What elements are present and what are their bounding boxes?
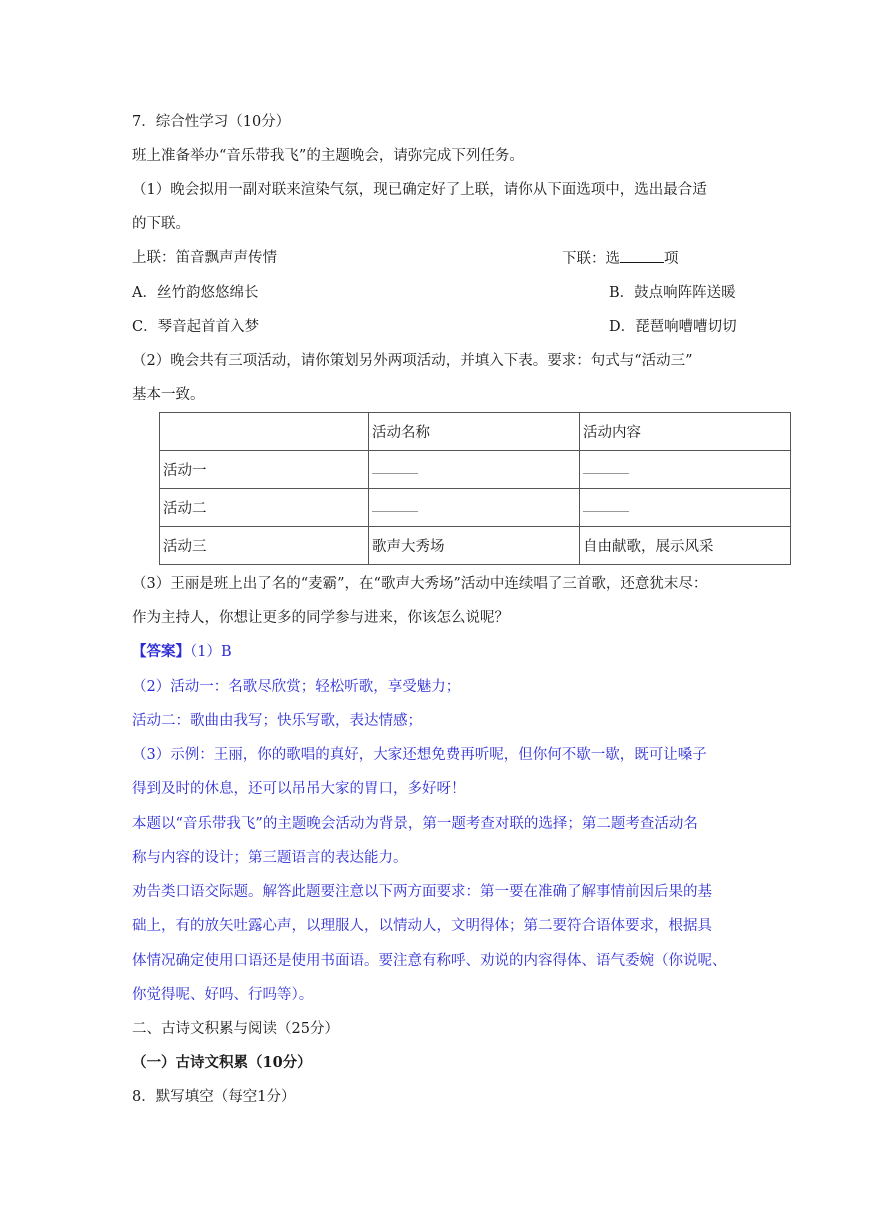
activity-name-blank	[369, 489, 580, 527]
answer-blank	[620, 248, 664, 263]
activity-table	[159, 412, 791, 565]
option-b: B．鼓点响阵阵送暖	[609, 285, 736, 301]
explanation-1-line2: 称与内容的设计；第三题语言的表达能力。	[132, 850, 408, 866]
explanation-2-line3: 体情况确定使用口语还是使用书面语。要注意有称呼、劝说的内容得体、语气委婉（你说呢、	[132, 953, 727, 969]
lower-couplet-prefix: 下联：选	[562, 251, 620, 267]
subsection-1-title: （一）古诗文积累（10分）	[132, 1054, 312, 1071]
option-d: D．琵琶响嘈嘈切切	[609, 319, 737, 335]
table-header-cell: 活动名称	[369, 413, 580, 451]
section-2-title: 二、古诗文积累与阅读（25分）	[132, 1021, 339, 1037]
lower-couplet	[562, 248, 679, 269]
answer-1: （1）B	[190, 644, 232, 660]
table-header-cell	[160, 413, 369, 451]
activity-name: 歌声大秀场	[369, 527, 580, 565]
answer-3-line1: （3）示例：王丽，你的歌唱的真好，大家还想免费再听呢，但你何不歇一歇，既可让嗓子	[132, 747, 707, 763]
table-header-row	[160, 413, 791, 451]
row-label: 活动二	[160, 489, 369, 527]
row-label: 活动一	[160, 451, 369, 489]
activity-content: 自由献歌，展示风采	[580, 527, 791, 565]
question-7-intro: 班上准备举办“音乐带我飞”的主题晚会，请弥完成下列任务。	[132, 148, 524, 164]
part-1-prompt-line1: （1）晚会拟用一副对联来渲染气氛，现已确定好了上联，请你从下面选项中，选出最合适	[132, 182, 707, 198]
activity-name-blank	[369, 451, 580, 489]
part-3-prompt-line1: （3）王丽是班上出了名的“麦霸”，在“歌声大秀场”活动中连续唱了三首歌，还意犹末尽：	[132, 576, 708, 592]
part-1-prompt-line2: 的下联。	[132, 216, 190, 232]
explanation-1-line1: 本题以“音乐带我飞”的主题晚会活动为背景，第一题考查对联的选择；第二题考查活动名	[132, 816, 698, 832]
table-row	[160, 451, 791, 489]
upper-couplet: 上联：笛音飘声声传情	[132, 250, 277, 266]
lower-couplet-suffix: 项	[664, 251, 679, 267]
explanation-2-line2: 础上，有的放矢吐露心声，以理服人，以情动人，文明得体；第二要符合语体要求，根据具	[132, 918, 712, 934]
table-row	[160, 527, 791, 565]
explanation-2-line1: 劝告类口语交际题。解答此题要注意以下两方面要求：第一要在准确了解事情前因后果的基	[132, 884, 712, 900]
activity-content-blank	[580, 489, 791, 527]
row-label: 活动三	[160, 527, 369, 565]
part-2-prompt-line2: 基本一致。	[132, 387, 205, 403]
option-a: A．丝竹韵悠悠绵长	[132, 285, 259, 301]
part-2-prompt-line1: （2）晚会共有三项活动，请你策划另外两项活动，并填入下表。要求：句式与“活动三”	[132, 353, 693, 369]
question-8-title: 8．默写填空（每空1分）	[132, 1089, 296, 1105]
answer-3-line2: 得到及时的休息，还可以吊吊大家的胃口，多好呀！	[132, 781, 466, 797]
option-c: C．琴音起首首入梦	[132, 319, 260, 335]
question-7-title: 7．综合性学习（10分）	[132, 114, 291, 130]
explanation-2-line4: 你觉得呢、好吗、行吗等）。	[132, 987, 314, 1003]
answer-tag: 【答案】	[132, 643, 190, 660]
part-3-prompt-line2: 作为主持人，你想让更多的同学参与进来，你该怎么说呢？	[132, 610, 509, 626]
answer-2-line1: （2）活动一：名歌尽欣赏；轻松听歌，享受魅力；	[132, 679, 461, 695]
table-row	[160, 489, 791, 527]
answer-line	[132, 642, 232, 662]
answer-2-line2: 活动二：歌曲由我写；快乐写歌，表达情感；	[132, 713, 422, 729]
table-header-cell: 活动内容	[580, 413, 791, 451]
activity-content-blank	[580, 451, 791, 489]
